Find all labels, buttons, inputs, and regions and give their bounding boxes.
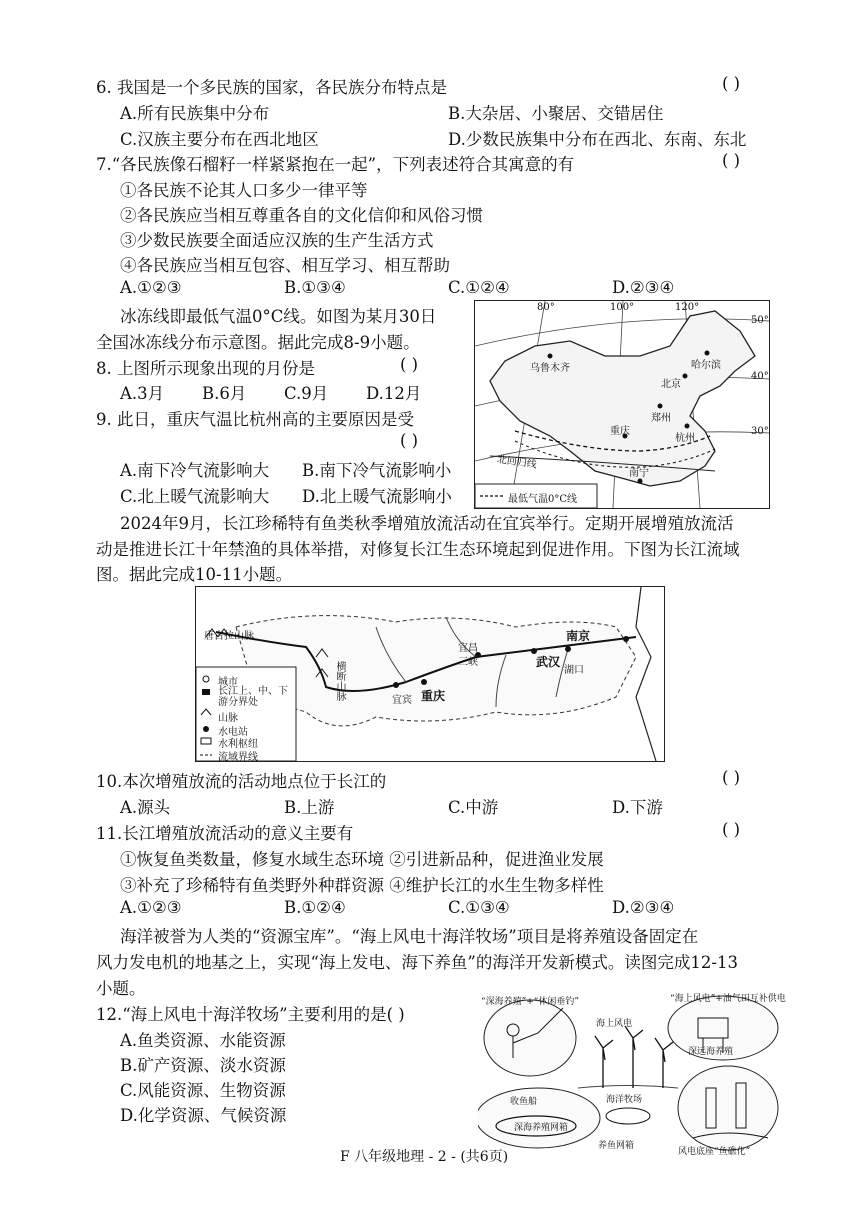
yangtze-basin-map: [195, 586, 665, 762]
mountain-tanggula: 唐古拉山脉: [204, 631, 254, 642]
q10-answer-paren: ( ): [722, 768, 741, 787]
legend-mountain: 山脉: [218, 713, 238, 724]
lat-50-label: 50°: [751, 315, 769, 326]
freezing-line-map: [474, 300, 770, 509]
turbine-base-reef-label: 风电底座“鱼礁化”: [678, 1147, 751, 1157]
deep-sea-leisure-label: “深海养殖”+“休闲垂钓”: [481, 997, 579, 1007]
far-sea-aquaculture-label: 深远海养殖: [688, 1047, 734, 1057]
q6-option-a: A.所有民族集中分布: [120, 104, 270, 123]
q6-option-b: B.大杂居、小聚居、交错居住: [448, 104, 664, 123]
mountain-hengduan: 横断山脉: [334, 661, 345, 701]
city-zhengzhou: 郑州: [651, 413, 671, 424]
city-beijing: 北京: [661, 379, 681, 390]
fish-net-cage-label: 养鱼网箱: [598, 1141, 635, 1151]
city-harbin: 哈尔滨: [691, 360, 721, 371]
q7-statement-2: ②各民族应当相互尊重各自的文化信仰和风俗习惯: [120, 206, 483, 225]
q8-answer-paren: ( ): [400, 355, 419, 374]
intro-10-11-line3: 图。据此完成10-11小题。: [96, 565, 293, 584]
q7-option-a: A.①②③: [120, 278, 182, 297]
q12-stem: 12.“海上风电十海洋牧场”主要利用的是( ): [96, 1005, 405, 1024]
lon-120-label: 120°: [675, 302, 700, 313]
q7-option-c: C.①②④: [448, 278, 510, 297]
q12-option-b: B.矿产资源、淡水资源: [120, 1056, 286, 1075]
offshore-wind-label: 海上风电: [596, 1019, 633, 1029]
q9-option-c: C.北上暖气流影响大: [120, 487, 270, 506]
city-hangzhou: 杭州: [675, 433, 695, 444]
offshore-wind-ranch-figure: [478, 988, 786, 1158]
freezing-line-legend: 最低气温0°C线: [508, 494, 578, 505]
ocean-ranch-label: 海洋牧场: [606, 1095, 643, 1105]
q11-option-c: C.①③④: [448, 898, 510, 917]
q10-option-c: C.中游: [448, 798, 499, 817]
q9-stem: 9. 此日，重庆气温比杭州高的主要原因是受: [96, 410, 414, 429]
city-chongqing-2: 重庆: [421, 689, 446, 703]
wind-oil-supply-label: “海上风电”+油气田互补供电: [670, 994, 786, 1004]
q9-option-d: D.北上暖气流影响小: [302, 487, 452, 506]
q11-option-d: D.②③④: [612, 898, 675, 917]
q7-stem: 7.“各民族像石榴籽一样紧紧抱在一起”，下列表述符合其寓意的有: [96, 155, 575, 174]
q6-option-d: D.少数民族集中分布在西北、东南、东北: [448, 130, 747, 149]
q12-option-d: D.化学资源、气候资源: [120, 1106, 287, 1125]
intro-12-13-line2: 风力发电机的地基之上，实现“海上发电、海下养鱼”的海洋开发新模式。读图完成12-13: [96, 953, 738, 972]
city-yichang: 宜昌: [458, 643, 478, 654]
legend-basin-boundary: 流域界线: [218, 752, 258, 762]
q9-option-b: B.南下冷气流影响小: [302, 461, 452, 480]
q10-stem: 10.本次增殖放流的活动地点位于长江的: [96, 772, 387, 791]
city-yibin: 宜宾: [392, 695, 412, 706]
q8-stem: 8. 上图所示现象出现的月份是: [96, 359, 315, 378]
q8-option-b: B.6月: [202, 384, 247, 403]
q8-option-c: C.9月: [284, 384, 329, 403]
lat-30-label: 30°: [751, 426, 769, 437]
q11-statements-3-4: ③补充了珍稀特有鱼类野外种群资源 ④维护长江的水生生物多样性: [120, 876, 604, 895]
deep-sea-net-cage-label: 深海养殖网箱: [514, 1123, 569, 1133]
q10-option-a: A.源头: [120, 798, 171, 817]
three-gorges-label: 三峡: [458, 657, 478, 668]
city-urumqi: 乌鲁木齐: [530, 363, 570, 374]
q9-answer-paren: ( ): [400, 431, 419, 450]
intro-8-9-line2: 全国冰冻线分布示意图。据此完成8-9小题。: [96, 333, 420, 352]
page-footer: F 八年级地理 - 2 - (共6页): [340, 1149, 509, 1165]
q7-option-d: D.②③④: [612, 278, 675, 297]
city-nanjing: 南京: [566, 629, 591, 643]
q8-option-d: D.12月: [366, 384, 422, 403]
intro-12-13-line3: 小题。: [96, 979, 146, 998]
intro-12-13-line1: 海洋被誉为人类的“资源宝库”。“海上风电十海洋牧场”项目是将养殖设备固定在: [120, 927, 699, 946]
q12-option-c: C.风能资源、生物资源: [120, 1081, 286, 1100]
city-hukou: 湖口: [564, 665, 584, 676]
city-wuhan: 武汉: [536, 655, 561, 669]
q7-statement-3: ③少数民族要全面适应汉族的生产生活方式: [120, 231, 434, 250]
q10-option-b: B.上游: [284, 798, 335, 817]
q8-option-a: A.3月: [120, 384, 165, 403]
intro-10-11-line2: 动是推进长江十年禁渔的具体举措，对修复长江生态环境起到促进作用。下图为长江流域: [96, 540, 740, 559]
legend-water-project: 水利枢纽: [218, 739, 258, 750]
q9-option-a: A.南下冷气流影响大: [120, 461, 270, 480]
city-nanning: 南宁: [629, 468, 649, 479]
legend-reach-boundary: 长江上、中、下游分界处: [218, 686, 288, 708]
lon-80-label: 80°: [537, 302, 555, 313]
lat-40-label: 40°: [751, 371, 769, 382]
q11-stem: 11.长江增殖放流活动的意义主要有: [96, 824, 354, 843]
intro-8-9-line1: 冰冻线即最低气温0°C线。如图为某月30日: [120, 307, 437, 326]
fish-collecting-boat-label: 收鱼船: [510, 1097, 538, 1107]
tropic-label: 北回归线: [496, 454, 538, 471]
q6-option-c: C.汉族主要分布在西北地区: [120, 130, 319, 149]
q7-statement-1: ①各民族不论其人口多少一律平等: [120, 181, 368, 200]
q11-option-b: B.①②④: [284, 898, 346, 917]
q10-option-d: D.下游: [612, 798, 663, 817]
q11-statements-1-2: ①恢复鱼类数量，修复水域生态环境 ②引进新品种，促进渔业发展: [120, 850, 604, 869]
q7-answer-paren: ( ): [722, 151, 741, 170]
intro-10-11-line1: 2024年9月，长江珍稀特有鱼类秋季增殖放流活动在宜宾举行。定期开展增殖放流活: [120, 514, 734, 533]
legend-city: 城市: [218, 677, 238, 688]
q12-option-a: A.鱼类资源、水能资源: [120, 1031, 286, 1050]
city-chongqing: 重庆: [610, 426, 630, 437]
legend-hydropower: 水电站: [218, 727, 248, 738]
q7-statement-4: ④各民族应当相互包容、相互学习、相互帮助: [120, 256, 450, 275]
q6-stem: 6. 我国是一个多民族的国家，各民族分布特点是: [96, 78, 447, 97]
q11-option-a: A.①②③: [120, 898, 182, 917]
q11-answer-paren: ( ): [722, 820, 741, 839]
lon-100-label: 100°: [610, 302, 635, 313]
q7-option-b: B.①③④: [284, 278, 346, 297]
q6-answer-paren: ( ): [722, 74, 741, 93]
